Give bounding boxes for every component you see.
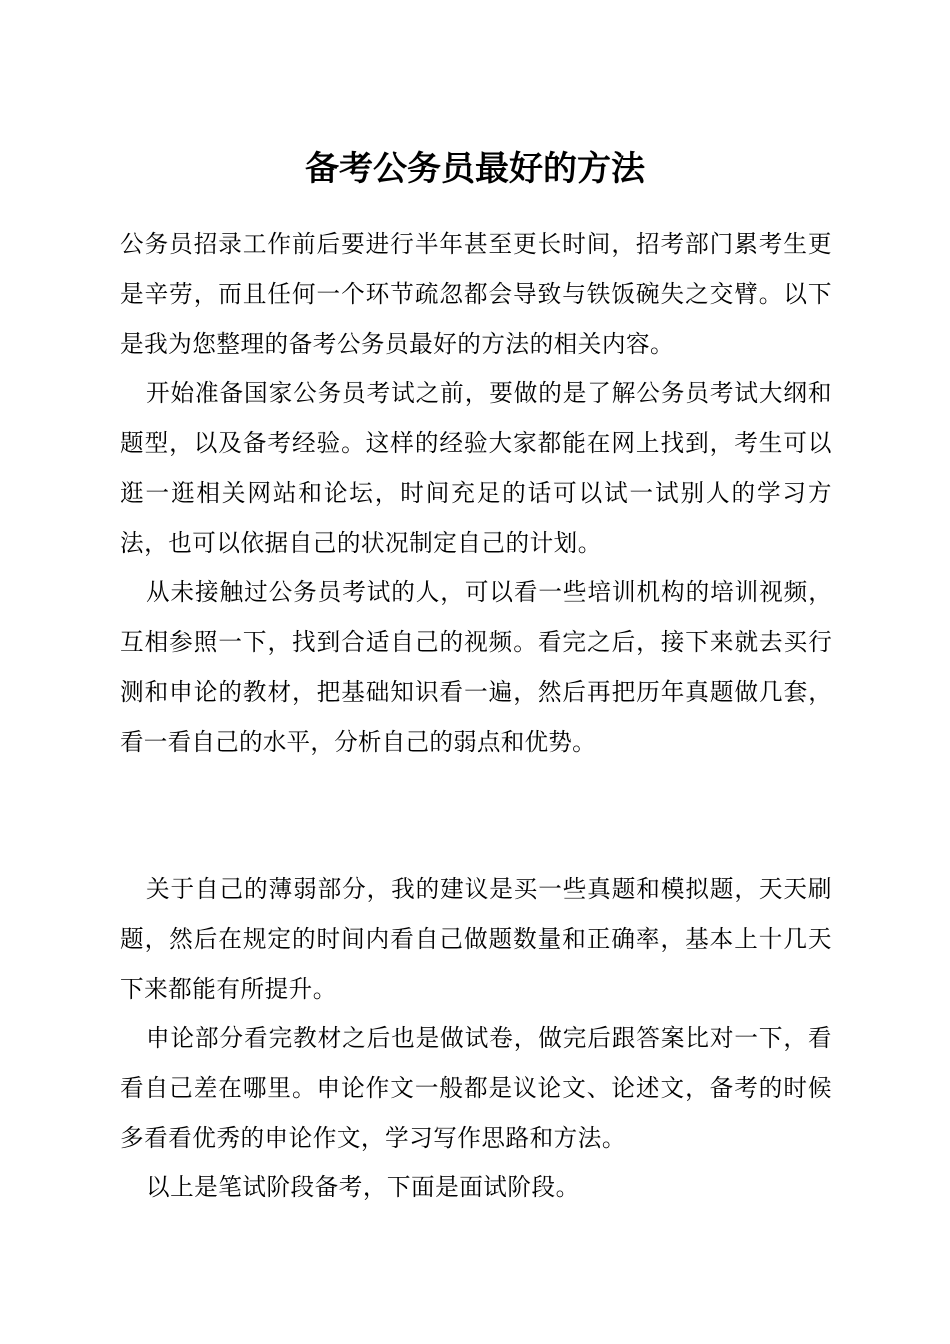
paragraph-intro: 公务员招录工作前后要进行半年甚至更长时间，招考部门累考生更是辛劳，而且任何一个环节疏忽都会导致与铁饭碗失之交臂。以下是我为您整理的备考公务员最好的方法的相关内容。: [120, 230, 832, 358]
paragraph-beginners: 从未接触过公务员考试的人，可以看一些培训机构的培训视频，互相参照一下，找到合适自己的视频。看完之后，接下来就去买行测和申论的教材，把基础知识看一遍，然后再把历年真题做几套，看一看自己的水平，分析自己的弱点和优势。: [120, 578, 832, 756]
paragraph-essay: 申论部分看完教材之后也是做试卷，做完后跟答案比对一下，看看自己差在哪里。申论作文一般都是议论文、论述文，备考的时候多看看优秀的申论作文，学习写作思路和方法。: [120, 1024, 832, 1152]
paragraph-weak-points: 关于自己的薄弱部分，我的建议是买一些真题和模拟题，天天刷题，然后在规定的时间内看自己做题数量和正确率，基本上十几天下来都能有所提升。: [120, 875, 832, 1003]
document-title: 备考公务员最好的方法: [305, 149, 645, 189]
paragraph-preparation: 开始准备国家公务员考试之前，要做的是了解公务员考试大纲和题型，以及备考经验。这样的经验大家都能在网上找到，考生可以逛一逛相关网站和论坛，时间充足的话可以试一试别人的学习方法，也可以依据自己的状况制定自己的计划。: [120, 379, 832, 557]
paragraph-summary: 以上是笔试阶段备考，下面是面试阶段。: [146, 1173, 580, 1201]
